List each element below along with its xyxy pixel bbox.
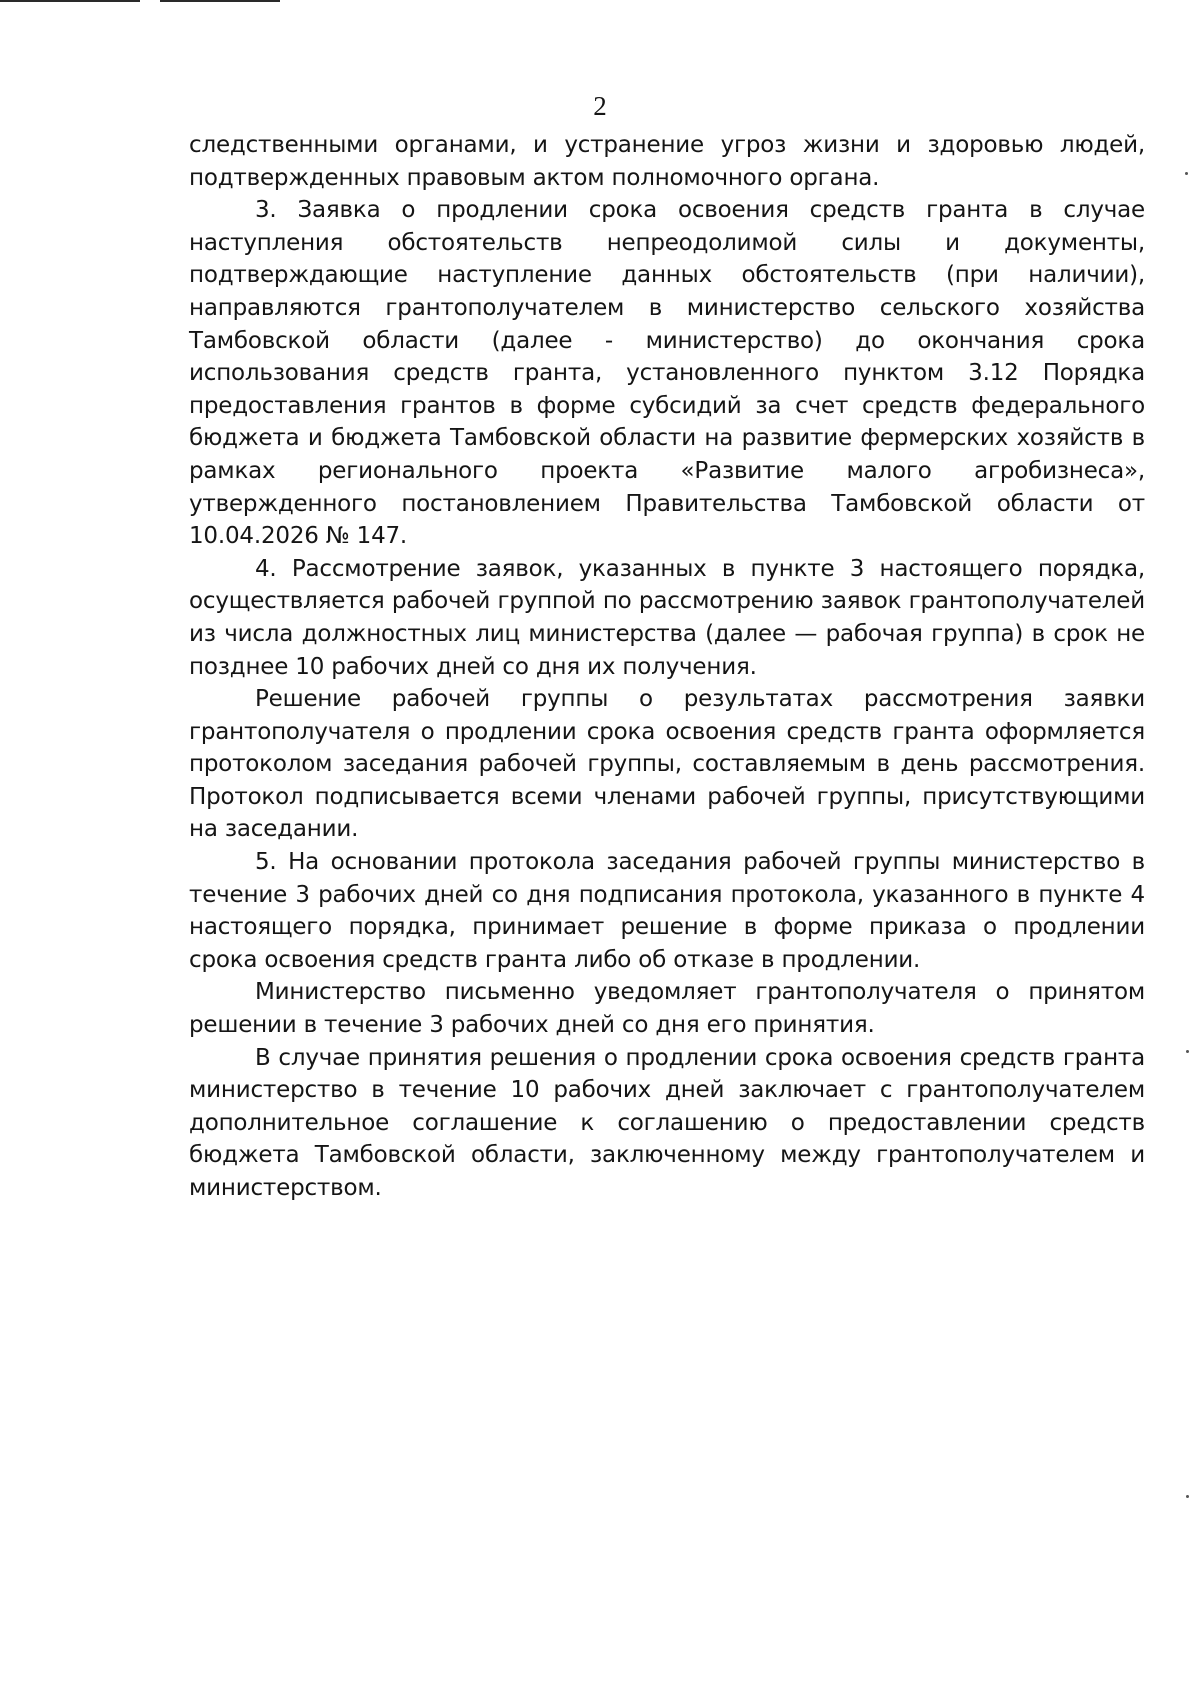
paragraph-continuation: следственными органами, и устранение угроз жизни и здоровью людей, подтвержденных правовым актом полномочного органа. [189,132,1145,191]
paragraph-item-3: 3. Заявка о продлении срока освоения средств гранта в случае наступления обстоятельств непреодолимой силы и документы, подтверждающие наступление данных обстоятельств (при наличии), направляются грантополучателем в министерство сельского хозяйства Тамбовской области (далее - министерство) до окончания срока использования средств гранта, установленного пунктом 3.12 Порядка предоставления грантов в форме субсидий за счет средств федерального бюджета и бюджета Тамбовской области на развитие фермерских хозяйств в рамках регионального проекта «Развитие малого агробизнеса», утвержденного постановлением Правительства Тамбовской области от 10.04.2026 № 147. [189,197,1145,550]
paragraph-working-group-decision: Решение рабочей группы о результатах рассмотрения заявки грантополучателя о продлении срока освоения средств гранта оформляется протоколом заседания рабочей группы, составляемым в день рассмотрения. Протокол подписывается всеми членами рабочей группы, присутствующими на заседании. [189,686,1145,843]
page-number: 2 [593,91,607,121]
scan-edge-mark [0,0,140,2]
paragraph-notification: Министерство письменно уведомляет грантополучателя о принятом решении в течение 3 рабочих дней со дня его принятия. [189,979,1145,1039]
scan-speck [1186,1495,1189,1498]
document-body [189,129,1145,1205]
paragraph-additional-agreement: В случае принятия решения о продлении срока освоения средств гранта министерство в течение 10 рабочих дней заключает с грантополучателем дополнительное соглашение к соглашению о предоставлении средств бюджета Тамбовской области, заключенному между грантополучателем и министерством. [189,1044,1145,1201]
scan-speck [1185,172,1188,175]
paragraph-item-4: 4. Рассмотрение заявок, указанных в пункте 3 настоящего порядка, осуществляется рабочей группой по рассмотрению заявок грантополучателей из числа должностных лиц министерства (далее — рабочая группа) в срок не позднее 10 рабочих дней со дня их получения. [189,555,1145,680]
scan-edge-mark [160,0,280,2]
scan-speck [1186,1050,1189,1053]
paragraph-item-5: 5. На основании протокола заседания рабочей группы министерство в течение 3 рабочих дней со дня подписания протокола, указанного в пункте 4 настоящего порядка, принимает решение в форме приказа о продлении срока освоения средств гранта либо об отказе в продлении. [189,849,1145,973]
